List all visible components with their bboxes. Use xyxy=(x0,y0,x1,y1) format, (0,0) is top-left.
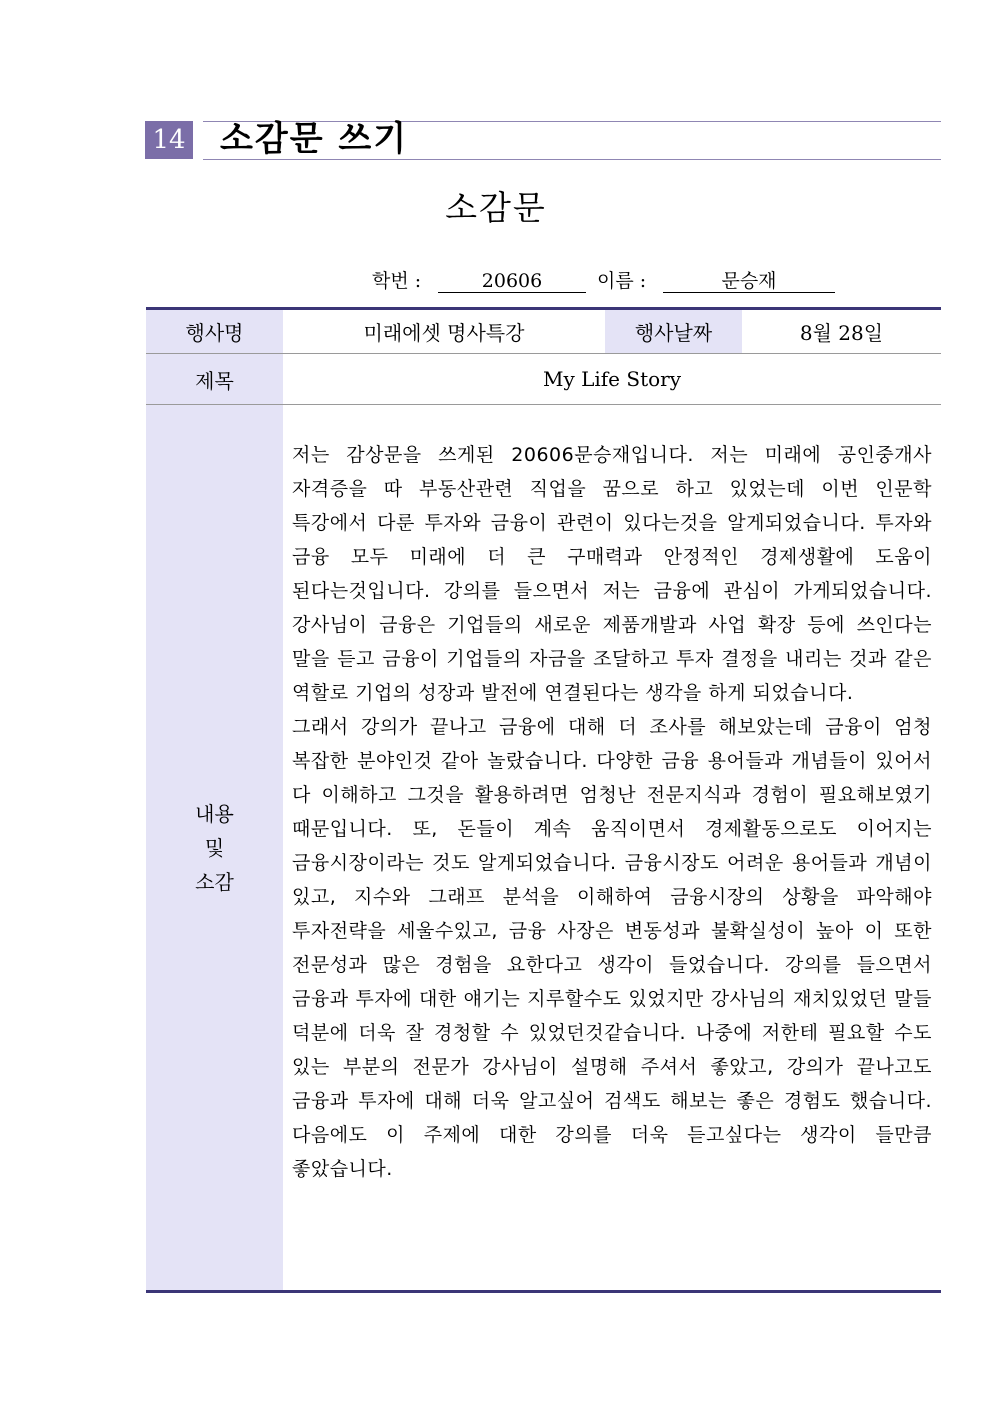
student-info xyxy=(0,266,992,296)
event-date-value: 8월 28일 xyxy=(799,321,884,345)
content-label-line: 및 xyxy=(204,835,225,860)
student-name-label: 이름 : xyxy=(597,270,647,292)
student-name-value: 문승재 xyxy=(663,266,835,293)
content-label-line: 내용 xyxy=(195,801,234,826)
section-number: 14 xyxy=(145,121,193,159)
table-bottom-border xyxy=(146,1290,941,1293)
event-date-label: 행사날짜 xyxy=(605,310,742,353)
content-label xyxy=(146,405,283,1290)
content-body xyxy=(292,438,932,1186)
content-paragraph: 그래서 강의가 끝나고 금융에 대해 더 조사를 해보았는데 금융이 엄청 복잡한 분야인것 같아 놀랐습니다. 다양한 금융 용어들과 개념들이 있어서 다 이해하고 그것을 활용하려면 엄청난 전문지식과 경험이 필요해보였기 때문입니다. 또, 돈들이 계속 움직이면서 경제활동으로도 이어지는 금융시장이라는 것도 알게되었습니다. 금융시장도 어려운 용어들과 개념이 있고, 지수와 그래프 분석을 이해하여 금융시장의 상황을 파악해야 투자전략을 세울수있고, 금융 사장은 변동성과 불확실성이 높아 이 또한 전문성과 많은 경험을 요한다고 생각이 들었습니다. 강의를 들으면서 금융과 투자에 대한 얘기는 지루할수도 있었지만 강사님의 재치있었던 말들 덕분에 더욱 잘 경청할 수 있었던것같습니다. 나중에 저한테 필요할 수도 있는 부분의 전문가 강사님이 설명해 주셔서 좋았고, 강의가 끝나고도 금융과 투자에 대해 더욱 알고싶어 검색도 해보는 좋은 경험도 했습니다. 다음에도 이 주제에 대한 강의를 더욱 듣고싶다는 생각이 들만큼 좋았습니다. xyxy=(292,716,932,1180)
content-label-line: 소감 xyxy=(195,869,234,894)
event-name-value: 미래에셋 명사특강 xyxy=(363,321,525,345)
event-name-label: 행사명 xyxy=(146,310,283,353)
content-paragraph: 저는 감상문을 쓰게된 20606문승재입니다. 저는 미래에 공인중개사 자격증을 따 부동산관련 직업을 꿈으로 하고 있었는데 이번 인문학 특강에서 다룬 투자와 금융이 관련이 있다는것을 알게되었습니다. 투자와 금융 모두 미래에 더 큰 구매력과 안정적인 경제생활에 도움이 된다는것입니다. 강의를 들으면서 저는 금융에 관심이 가게되었습니다. 강사님이 금융은 기업들의 새로운 제품개발과 사업 확장 등에 쓰인다는 말을 듣고 금융이 기업들의 자금을 조달하고 투자 결정을 내리는 것과 같은 역할로 기업의 성장과 발전에 연결된다는 생각을 하게 되었습니다. xyxy=(292,444,932,704)
subject-value: My Life Story xyxy=(542,367,682,391)
subject-label: 제목 xyxy=(146,354,283,404)
document-title: 소감문 xyxy=(445,188,547,227)
student-id-value: 20606 xyxy=(438,266,586,293)
section-title: 소감문 쓰기 xyxy=(220,119,409,159)
student-id-label: 학번 : xyxy=(372,270,422,292)
